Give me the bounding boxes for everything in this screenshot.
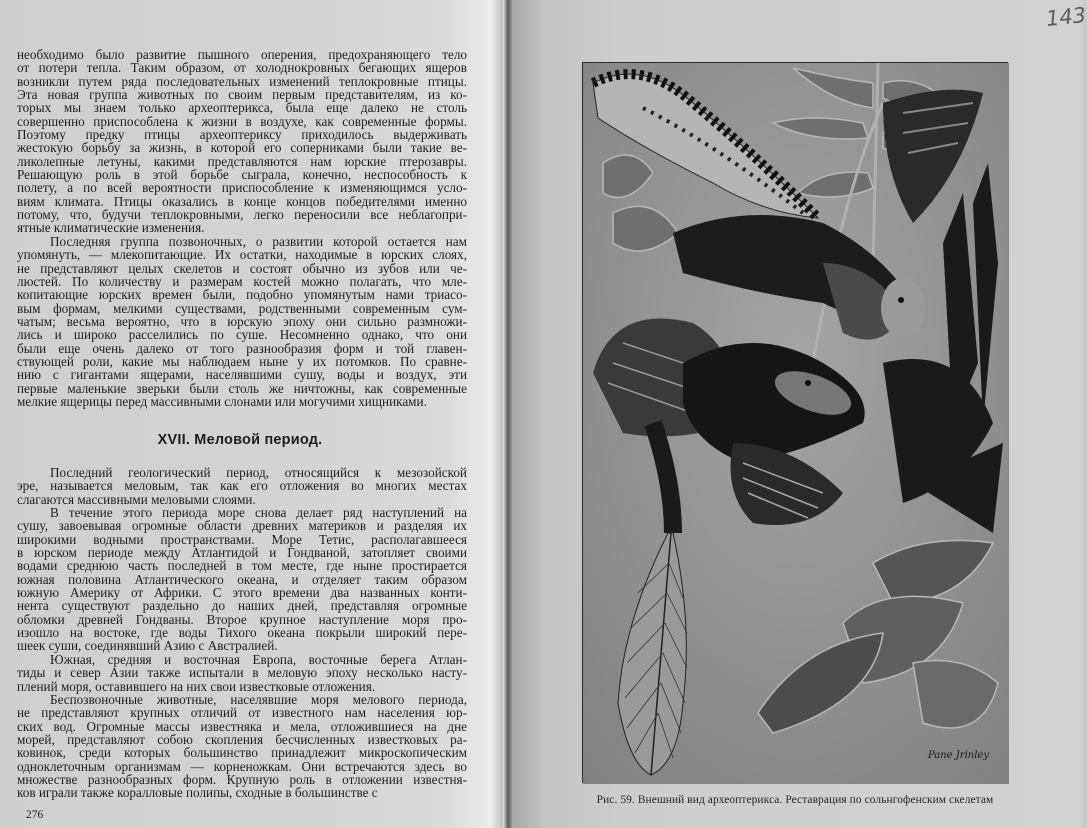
figure-caption: Рис. 59. Внешний вид археоптерикса. Реставрация по сольнгофенским скелетам bbox=[596, 794, 994, 806]
text-line: совершенно приспособлена к жизни в воздухе, как современные формы. bbox=[17, 113, 467, 129]
text-line: обломки древней Гондваны. Второе крупное наступление моря про- bbox=[17, 611, 467, 627]
text-line: жестокую борьбу за жизнь, в которой его соперниками были такие ве- bbox=[17, 140, 467, 156]
text-line: Беспозвоночные животные, населявшие моря мелового периода, bbox=[50, 691, 467, 707]
text-line: от потери тепла. Таким образом, от холоднокровных бегающих ящеров bbox=[17, 60, 467, 76]
text-line: необходимо было развитие пышного оперения, предохраняющего тело bbox=[17, 47, 467, 62]
text-line: полету, а по всей вероятности приспособление к изменяющимся усло- bbox=[17, 180, 467, 196]
text-line: Южная, средняя и восточная Европа, восточные берега Атлан- bbox=[50, 651, 467, 667]
text-line: упомянуть, — млекопитающие. Их остатки, находимые в юрских слоях, bbox=[17, 247, 467, 263]
paragraph-europe bbox=[17, 653, 467, 693]
page-number: 276 bbox=[26, 809, 44, 821]
text-line: ков играли также коралловые полипы, сходные в большинстве с bbox=[17, 785, 378, 801]
text-line: Эта новая группа животных по своим первым представителям, из ко- bbox=[17, 87, 467, 103]
paragraph-invertebrates bbox=[17, 693, 467, 800]
text-line: в юрском периоде между Атлантидой и Гондваной, затопляет своими bbox=[17, 545, 467, 561]
artist-signature: Pane Jrinley bbox=[928, 750, 989, 761]
text-line: широкими водными пространствами. Море Тетис, располагавшееся bbox=[17, 531, 467, 547]
text-line: водами среднюю часть последней в том месте, где ныне простирается bbox=[17, 558, 467, 574]
paragraph-mammals bbox=[17, 235, 467, 408]
chapter-heading: XVII. Меловой период. bbox=[157, 432, 323, 448]
text-line: тиды и север Азии также испытали в меловую эпоху несколько насту- bbox=[17, 665, 467, 681]
text-line: ятные климатические изменения. bbox=[17, 220, 205, 236]
text-line: торых мы знаем только археоптерикса, была еще далеко не столь bbox=[17, 100, 467, 116]
text-line: возникли путем ряда последовательных изменений теплокровные птицы. bbox=[17, 73, 467, 89]
book-gutter bbox=[503, 0, 512, 828]
text-line: множестве разнообразных форм. Крупную роль в отложении известня- bbox=[17, 771, 467, 787]
paragraph-sea-transgressions bbox=[17, 506, 467, 653]
paragraph-archaeopteryx bbox=[17, 48, 467, 235]
text-line: плений моря, оставившего на них свои известковые отложения. bbox=[17, 678, 376, 694]
text-line: лись и широко расселились по суше. Несомненно однако, что они bbox=[17, 327, 467, 343]
text-line: эре, называется меловым, так как его отложения во многих местах bbox=[17, 478, 467, 494]
paragraph-cretaceous-intro bbox=[17, 466, 467, 506]
text-line: чатым; весьма вероятно, что в юрскую эпоху они сильно размножи- bbox=[17, 313, 467, 329]
text-line: изошло на востоке, где воды Тихого океана покрыли широкий пере- bbox=[17, 625, 467, 641]
text-line: вым формам, мелкими существами, родственными современным сум- bbox=[17, 300, 467, 316]
text-line: ствующей роли, какие мы наблюдаем ныне у их потомков. По сравне- bbox=[17, 353, 467, 369]
text-line: виям климата. Птицы оказались в конце концов победителями именно bbox=[17, 193, 467, 209]
text-line: морей, представляют собою скопления бесчисленных известковых ра- bbox=[17, 731, 467, 747]
text-line: Последняя группа позвоночных, о развитии которой остается нам bbox=[50, 233, 467, 249]
handwritten-page-mark: 143 bbox=[1044, 2, 1087, 32]
text-line: нию с гигантами ящерами, населявшими сушу, воды и воздух, эти bbox=[17, 367, 467, 383]
text-line: Решающую роль в этой борьбе сыграла, конечно, неспособность к bbox=[17, 167, 467, 183]
text-line: Последний геологический период, относящийся к мезозойской bbox=[50, 465, 467, 480]
text-line: копитающие юрских времен были, подобно упомянутым нами триасо- bbox=[17, 287, 467, 303]
text-line: не представляют крупных отличий от известного нам населения юр- bbox=[17, 705, 467, 721]
left-page-text-bottom bbox=[17, 466, 467, 800]
text-line: Поэтому предку птицы археоптериксу приходилось выдерживать bbox=[17, 127, 467, 143]
text-line: мелкие ящерицы перед массивными слонами или могучими хищниками. bbox=[17, 393, 427, 409]
text-line: люстей. По количеству и размерам костей можно полагать, что мле- bbox=[17, 273, 467, 289]
text-line: первые маленькие зверьки были столь же ничтожны, как современные bbox=[17, 380, 467, 396]
text-line: потому, что, будучи теплокровными, легко переносили все неблагопри- bbox=[17, 207, 467, 223]
text-line: ских вод. Огромные массы известняка и мела, отложившиеся на дне bbox=[17, 718, 467, 734]
text-line: южная половина Атлантического океана, и отделяет таким образом bbox=[17, 571, 467, 587]
text-line: не представляют целых скелетов и состоят обычно из зубов или че- bbox=[17, 260, 467, 276]
text-line: одноклеточным организмам — корненожкам. Они встречаются здесь во bbox=[17, 758, 467, 774]
text-line: В течение этого периода море снова делает ряд наступлений на bbox=[50, 505, 467, 521]
text-line: шеек суши, соединявший Азию с Австралией. bbox=[17, 638, 278, 654]
archaeopteryx-illustration bbox=[582, 62, 1008, 783]
text-line: слагаются массивными меловыми слоями. bbox=[17, 491, 256, 507]
left-page-text-top bbox=[17, 48, 467, 408]
text-line: южную Америку от Африки. С этого времени два названных конти- bbox=[17, 585, 467, 601]
text-line: сушу, завоевывая огромные области древних материков и разделяя их bbox=[17, 518, 467, 534]
text-line: ковинок, среди которых большинство принадлежит микроскопическим bbox=[17, 745, 467, 761]
text-line: были еще очень далеко от того разнообразия форм и той главен- bbox=[17, 340, 467, 356]
text-line: нента существуют раздельно до наших дней, представляя огромные bbox=[17, 598, 467, 614]
illustration-drawing bbox=[583, 63, 1009, 784]
text-line: ликолепные летуны, какими представляются нам юрские птерозавры. bbox=[17, 153, 467, 169]
